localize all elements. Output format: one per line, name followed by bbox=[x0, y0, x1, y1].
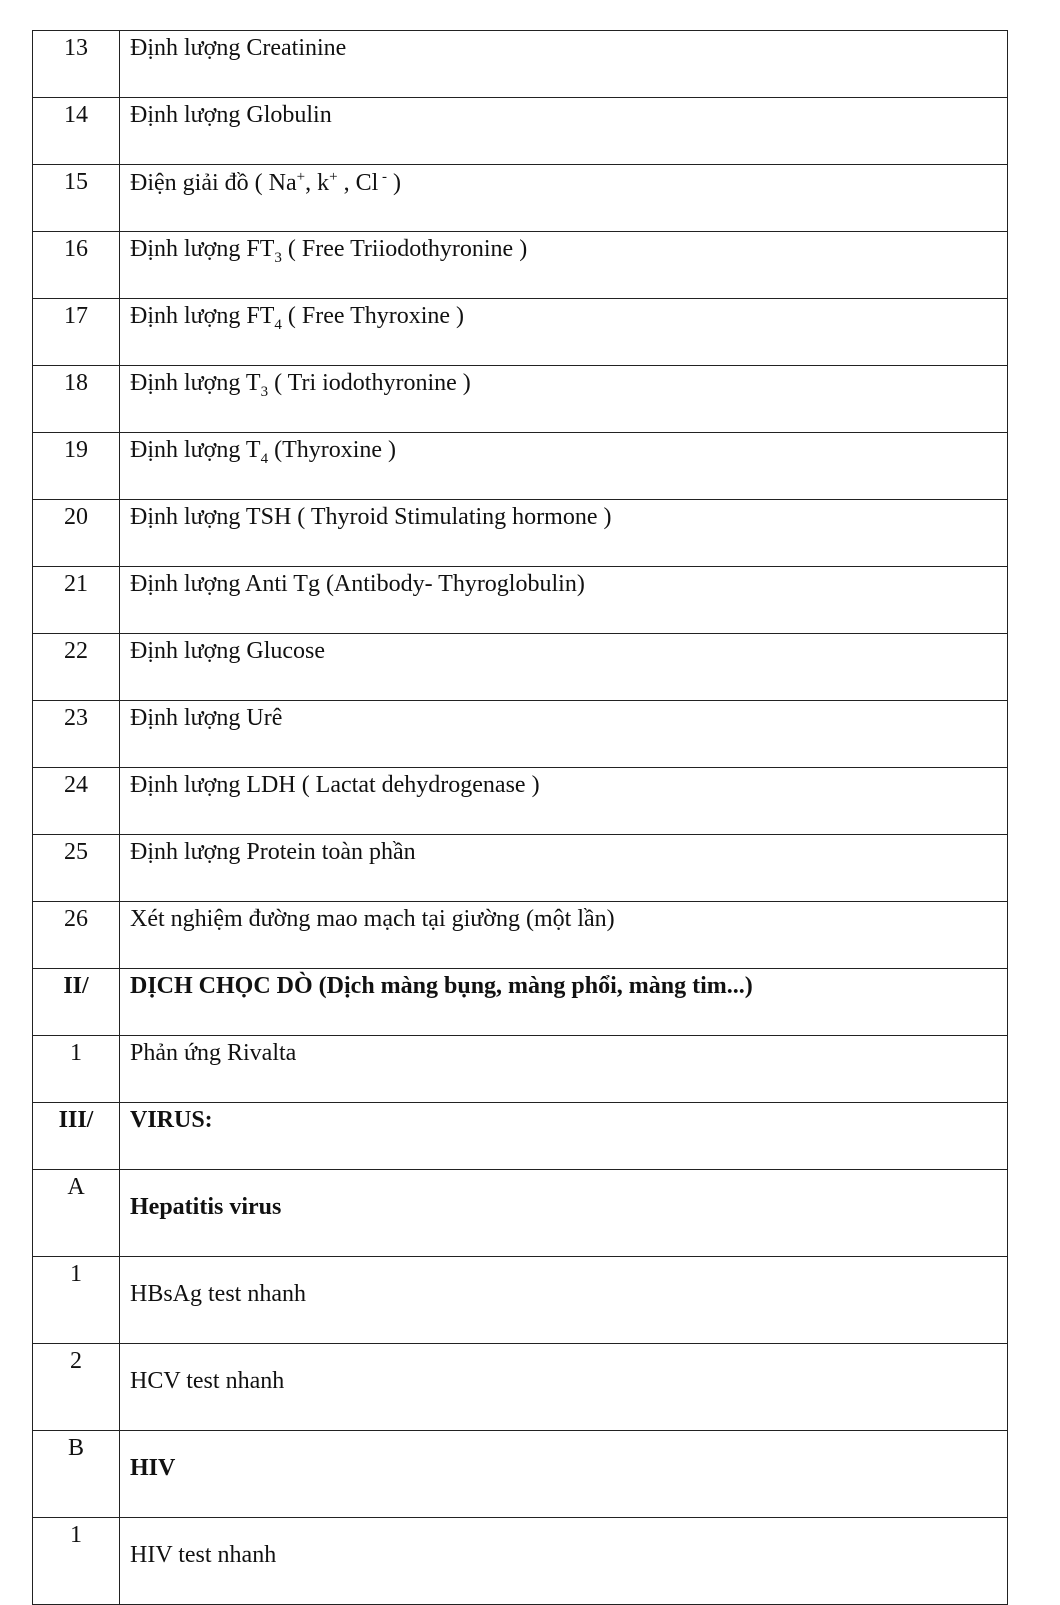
row-number: 14 bbox=[33, 98, 120, 165]
row-number: 23 bbox=[33, 701, 120, 768]
test-name bbox=[120, 232, 1008, 299]
table-row bbox=[33, 1257, 1008, 1344]
test-name: HIV bbox=[120, 1431, 1008, 1518]
test-name bbox=[120, 433, 1008, 500]
text-segment: , k bbox=[305, 170, 330, 196]
table-row bbox=[33, 567, 1008, 634]
table-row bbox=[33, 969, 1008, 1036]
table-row bbox=[33, 299, 1008, 366]
table-row bbox=[33, 1344, 1008, 1431]
superscript: - bbox=[378, 169, 387, 185]
superscript: + bbox=[296, 169, 306, 185]
text-segment: ) bbox=[387, 170, 401, 196]
row-number: B bbox=[33, 1431, 120, 1518]
row-number: 15 bbox=[33, 165, 120, 232]
table-row bbox=[33, 1170, 1008, 1257]
table-row bbox=[33, 366, 1008, 433]
table-row bbox=[33, 98, 1008, 165]
table-row bbox=[33, 835, 1008, 902]
test-name: DỊCH CHỌC DÒ (Dịch màng bụng, màng phổi, màng tim...) bbox=[120, 969, 1008, 1036]
test-name: Định lượng LDH ( Lactat dehydrogenase ) bbox=[120, 768, 1008, 835]
test-name: Định lượng Creatinine bbox=[120, 31, 1008, 98]
table-row bbox=[33, 701, 1008, 768]
table-row bbox=[33, 634, 1008, 701]
table-row bbox=[33, 768, 1008, 835]
test-name bbox=[120, 299, 1008, 366]
test-name: Định lượng Protein toàn phần bbox=[120, 835, 1008, 902]
row-number: 25 bbox=[33, 835, 120, 902]
row-number: 2 bbox=[33, 1344, 120, 1431]
table-row bbox=[33, 1103, 1008, 1170]
text-segment: ( Tri iodothyronine ) bbox=[268, 370, 471, 396]
text-segment: Định lượng T bbox=[130, 370, 261, 396]
table-row bbox=[33, 500, 1008, 567]
test-name: Hepatitis virus bbox=[120, 1170, 1008, 1257]
row-number: 18 bbox=[33, 366, 120, 433]
table-row bbox=[33, 232, 1008, 299]
table-row bbox=[33, 31, 1008, 98]
row-number: 16 bbox=[33, 232, 120, 299]
text-segment: Định lượng FT bbox=[130, 303, 275, 329]
row-number: 20 bbox=[33, 500, 120, 567]
text-segment: , Cl bbox=[337, 170, 379, 196]
test-name bbox=[120, 165, 1008, 232]
row-number: 1 bbox=[33, 1518, 120, 1605]
subscript: 4 bbox=[274, 316, 282, 333]
subscript: 4 bbox=[260, 450, 269, 467]
row-number: 21 bbox=[33, 567, 120, 634]
subscript: 3 bbox=[260, 383, 269, 400]
table-row bbox=[33, 1518, 1008, 1605]
text-segment: Định lượng FT bbox=[130, 236, 275, 262]
test-name: HCV test nhanh bbox=[120, 1344, 1008, 1431]
table-row bbox=[33, 433, 1008, 500]
row-number: 22 bbox=[33, 634, 120, 701]
test-name: Xét nghiệm đường mao mạch tại giường (một lần) bbox=[120, 902, 1008, 969]
test-name bbox=[120, 366, 1008, 433]
text-segment: ( Free Thyroxine ) bbox=[281, 303, 465, 329]
row-number: III/ bbox=[33, 1103, 120, 1170]
row-number: 13 bbox=[33, 31, 120, 98]
test-name: Định lượng TSH ( Thyroid Stimulating hormone ) bbox=[120, 500, 1008, 567]
text-segment: ( Free Triiodothyronine ) bbox=[281, 236, 528, 262]
table-row bbox=[33, 1431, 1008, 1518]
table-row bbox=[33, 1036, 1008, 1103]
text-segment: (Thyroxine ) bbox=[268, 437, 397, 463]
table-row bbox=[33, 902, 1008, 969]
lab-test-table bbox=[32, 30, 1008, 1605]
text-segment: Định lượng T bbox=[130, 437, 261, 463]
subscript: 3 bbox=[274, 249, 282, 266]
row-number: 1 bbox=[33, 1257, 120, 1344]
test-name: HIV test nhanh bbox=[120, 1518, 1008, 1605]
row-number: 1 bbox=[33, 1036, 120, 1103]
text-segment: Điện giải đồ ( Na bbox=[130, 170, 297, 196]
test-name: Định lượng Glucose bbox=[120, 634, 1008, 701]
test-name: Định lượng Globulin bbox=[120, 98, 1008, 165]
test-name: Định lượng Urê bbox=[120, 701, 1008, 768]
test-name: Phản ứng Rivalta bbox=[120, 1036, 1008, 1103]
row-number: 24 bbox=[33, 768, 120, 835]
test-name: VIRUS: bbox=[120, 1103, 1008, 1170]
row-number: 19 bbox=[33, 433, 120, 500]
superscript: + bbox=[329, 169, 338, 185]
test-name: HBsAg test nhanh bbox=[120, 1257, 1008, 1344]
row-number: 26 bbox=[33, 902, 120, 969]
table-row bbox=[33, 165, 1008, 232]
row-number: II/ bbox=[33, 969, 120, 1036]
row-number: A bbox=[33, 1170, 120, 1257]
lab-test-table-body bbox=[33, 31, 1008, 1605]
row-number: 17 bbox=[33, 299, 120, 366]
test-name: Định lượng Anti Tg (Antibody- Thyroglobulin) bbox=[120, 567, 1008, 634]
